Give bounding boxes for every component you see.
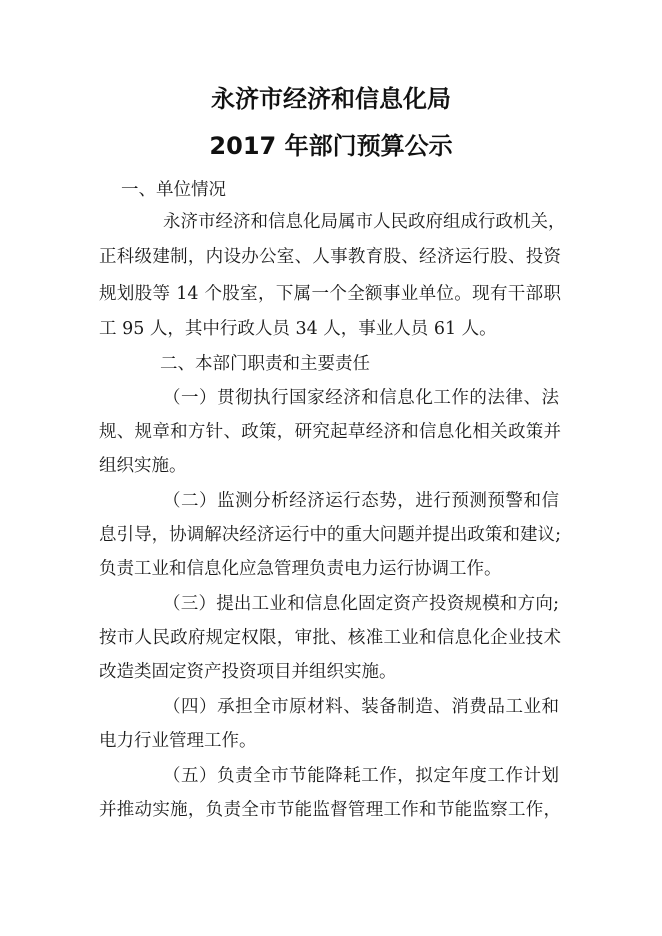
section-heading-duties: 二、本部门职责和主要责任: [160, 354, 370, 374]
paragraph-line: 规划股等 14 个股室，下属一个全额事业单位。现有干部职: [99, 284, 561, 304]
duty-item-line: 按市人民政府规定权限，审批、核准工业和信息化企业技术: [99, 628, 561, 648]
duty-item-line: （四）承担全市原材料、装备制造、消费品工业和: [163, 697, 559, 717]
duty-item-line: 规、规章和方针、政策，研究起草经济和信息化相关政策并: [99, 422, 561, 442]
document-title-line2: 2017 年部门预算公示: [209, 132, 453, 160]
duty-item-line: 息引导，协调解决经济运行中的重大问题并提出政策和建议;: [99, 525, 561, 545]
section-heading-unit-info: 一、单位情况: [121, 180, 226, 200]
paragraph-line: 工 95 人，其中行政人员 34 人，事业人员 61 人。: [99, 319, 497, 339]
duty-item-line: （一）贯彻执行国家经济和信息化工作的法律、法: [163, 388, 559, 408]
document-title-line1: 永济市经济和信息化局: [211, 85, 451, 113]
duty-item-line: 组织实施。: [99, 456, 187, 476]
duty-item-line: （五）负责全市节能降耗工作，拟定年度工作计划: [163, 766, 559, 786]
duty-item-line: （三）提出工业和信息化固定资产投资规模和方向;: [163, 594, 559, 614]
duty-item-line: 并推动实施，负责全市节能监督管理工作和节能监察工作，: [99, 800, 561, 820]
paragraph-line: 永济市经济和信息化局属市人民政府组成行政机关，: [163, 212, 566, 232]
duty-item-line: 负责工业和信息化应急管理负责电力运行协调工作。: [99, 559, 502, 579]
duty-item-line: 电力行业管理工作。: [99, 731, 257, 751]
duty-item-line: （二）监测分析经济运行态势，进行预测预警和信: [163, 491, 559, 511]
duty-item-line: 改造类固定资产投资项目并组织实施。: [99, 662, 397, 682]
paragraph-line: 正科级建制，内设办公室、人事教育股、经济运行股、投资: [99, 247, 561, 267]
